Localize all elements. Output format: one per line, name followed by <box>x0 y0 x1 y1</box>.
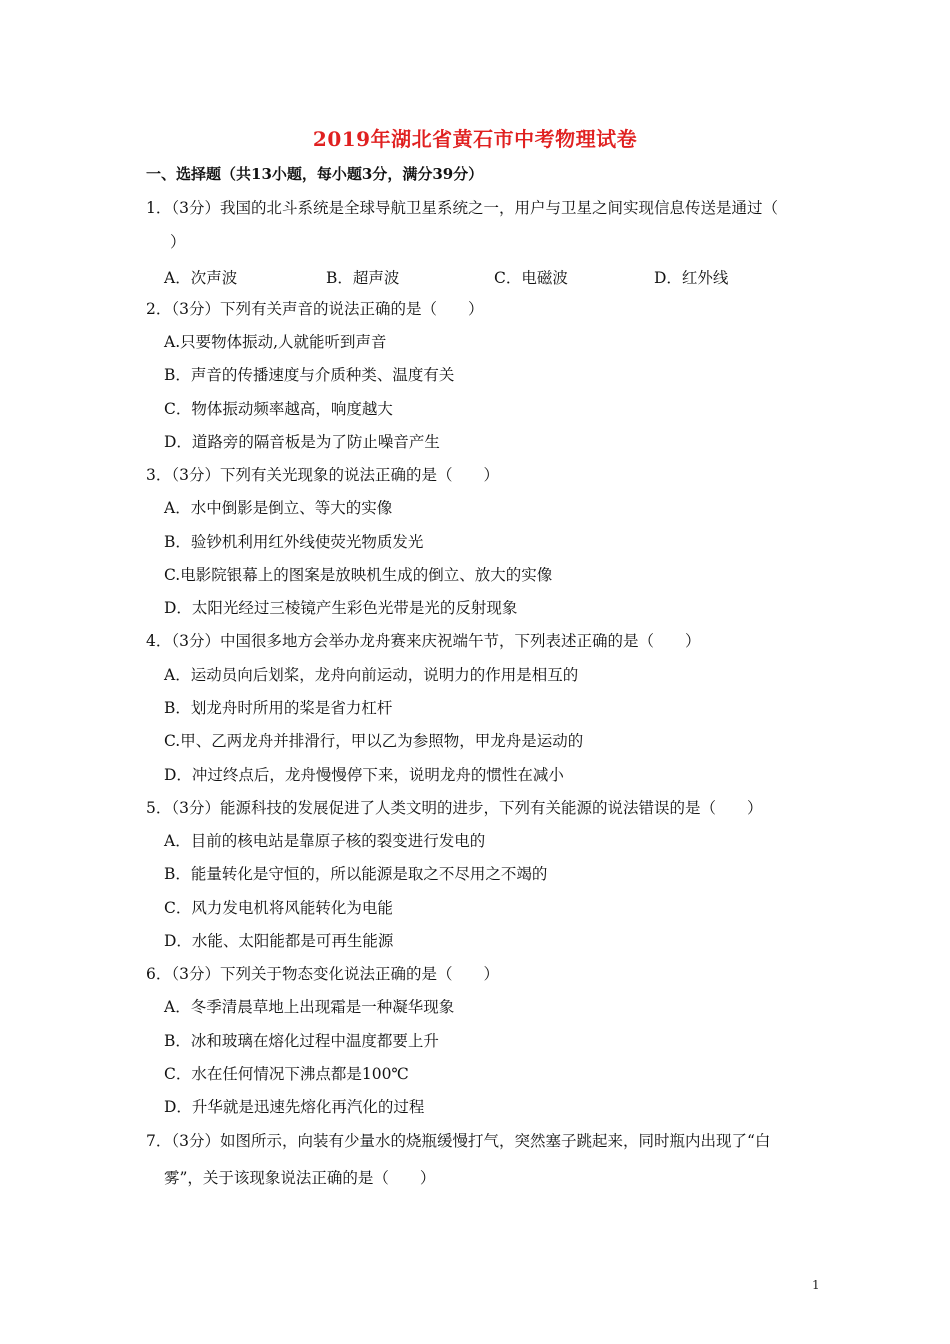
question-1-stem-continued: ） <box>170 233 186 251</box>
question-7-stem-continued: 雾”，关于该现象说法正确的是（ ） <box>164 1169 436 1187</box>
question-6-stem: 6．（3分）下列关于物态变化说法正确的是（ ） <box>146 965 499 983</box>
question-2-option-c: C．物体振动频率越高，响度越大 <box>164 400 393 418</box>
question-6-option-b: B．冰和玻璃在熔化过程中温度都要上升 <box>164 1032 439 1050</box>
question-3-option-b: B．验钞机利用红外线使荧光物质发光 <box>164 533 424 551</box>
page-number: 1 <box>812 1278 820 1292</box>
question-4-stem: 4．（3分）中国很多地方会举办龙舟赛来庆祝端午节，下列表述正确的是（ ） <box>146 632 701 650</box>
question-5-stem: 5．（3分）能源科技的发展促进了人类文明的进步，下列有关能源的说法错误的是（ ） <box>146 799 763 817</box>
question-4-option-a: A．运动员向后划桨，龙舟向前运动，说明力的作用是相互的 <box>164 666 579 684</box>
question-5-option-a: A．目前的核电站是靠原子核的裂变进行发电的 <box>164 832 486 850</box>
question-4-option-b: B．划龙舟时所用的桨是省力杠杆 <box>164 699 393 717</box>
section-heading: 一、选择题（共13小题，每小题3分，满分39分） <box>146 165 484 183</box>
question-1-option-a: A．次声波 <box>164 269 238 287</box>
question-6-option-d: D．升华就是迅速先熔化再汽化的过程 <box>164 1098 425 1116</box>
question-6-option-a: A．冬季清晨草地上出现霜是一种凝华现象 <box>164 998 455 1016</box>
question-3-option-c: C.电影院银幕上的图案是放映机生成的倒立、放大的实像 <box>164 566 553 584</box>
question-4-option-c: C.甲、乙两龙舟并排滑行，甲以乙为参照物，甲龙舟是运动的 <box>164 732 584 750</box>
exam-title: 2019年湖北省黄石市中考物理试卷 <box>312 127 638 151</box>
question-2-option-a: A.只要物体振动,人就能听到声音 <box>164 333 387 351</box>
question-1-option-b: B．超声波 <box>326 269 400 287</box>
question-7-stem: 7．（3分）如图所示，向装有少量水的烧瓶缓慢打气，突然塞子跳起来，同时瓶内出现了“白 <box>146 1132 771 1150</box>
question-3-option-a: A．水中倒影是倒立、等大的实像 <box>164 499 393 517</box>
question-1-options <box>164 266 804 286</box>
question-6-option-c: C．水在任何情况下沸点都是100℃ <box>164 1065 409 1083</box>
question-1-option-c: C．电磁波 <box>494 269 568 287</box>
question-3-stem: 3．（3分）下列有关光现象的说法正确的是（ ） <box>146 466 499 484</box>
question-2-stem: 2．（3分）下列有关声音的说法正确的是（ ） <box>146 300 484 318</box>
question-1-stem: 1．（3分）我国的北斗系统是全球导航卫星系统之一，用户与卫星之间实现信息传送是通过（ <box>146 199 778 217</box>
question-2-option-d: D．道路旁的隔音板是为了防止噪音产生 <box>164 433 440 451</box>
question-1-option-d: D．红外线 <box>654 269 729 287</box>
question-4-option-d: D．冲过终点后，龙舟慢慢停下来，说明龙舟的惯性在减小 <box>164 766 564 784</box>
question-2-option-b: B．声音的传播速度与介质种类、温度有关 <box>164 366 455 384</box>
question-5-option-d: D．水能、太阳能都是可再生能源 <box>164 932 394 950</box>
question-5-option-c: C．风力发电机将风能转化为电能 <box>164 899 393 917</box>
question-3-option-d: D．太阳光经过三棱镜产生彩色光带是光的反射现象 <box>164 599 518 617</box>
question-5-option-b: B．能量转化是守恒的，所以能源是取之不尽用之不竭的 <box>164 865 548 883</box>
